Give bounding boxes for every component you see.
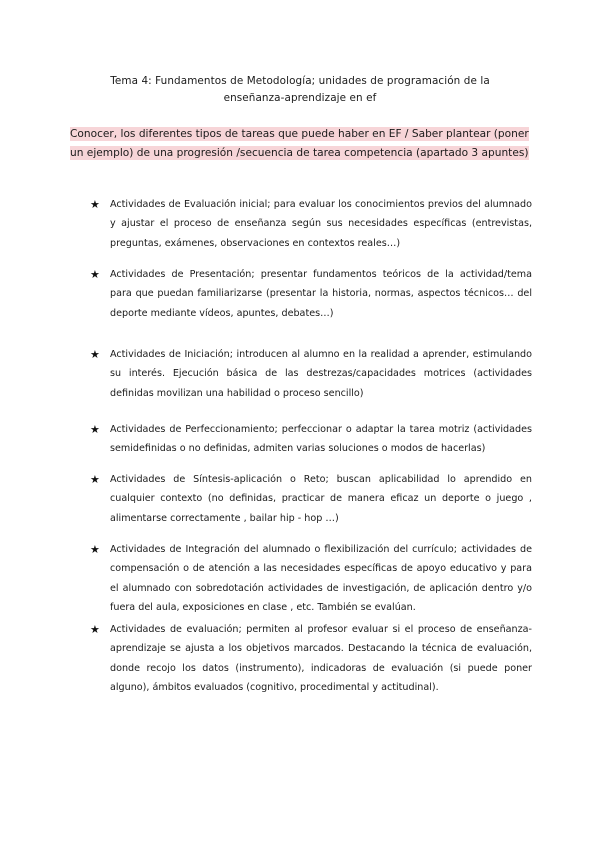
list-item-integracion: [90, 540, 532, 618]
star-bullet-icon: ★: [90, 198, 100, 211]
highlight-text: Conocer, los diferentes tipos de tareas que puede haber en EF / Saber plantear (poner un ejemplo) de una progresión /secuencia de tarea competencia (apartado 3 apuntes): [70, 128, 529, 159]
star-bullet-icon: ★: [90, 423, 100, 436]
list-item-evaluacion: [90, 620, 532, 698]
list-item-text: Actividades de Iniciación; introducen al alumno en la realidad a aprender, estimulando su interés. Ejecución básica de las destrezas/capacidades motrices (actividades definidas movilizan una habilidad o proceso sencillo): [110, 349, 532, 399]
list-item-text: Actividades de Perfeccionamiento; perfeccionar o adaptar la tarea motriz (actividades semidefinidas o no definidas, admiten varias soluciones o modos de hacerlas): [110, 424, 532, 455]
star-bullet-icon: ★: [90, 473, 100, 486]
list-item-text: Actividades de evaluación; permiten al profesor evaluar si el proceso de enseñanza-aprendizaje se ajusta a los objetivos marcados. Destacando la técnica de evaluación, donde recojo los datos (instrumento), indicadoras de evaluación (si puede poner alguno), ámbitos evaluados (cognitivo, procedimental y actitudinal).: [110, 624, 532, 694]
list-item-evaluacion-inicial: [90, 195, 532, 253]
highlighted-instruction: [70, 125, 532, 163]
page-title: [70, 73, 530, 107]
list-item-presentacion: [90, 265, 532, 323]
title-line-1: Tema 4: Fundamentos de Metodología; unidades de programación de la: [110, 75, 490, 87]
list-item-iniciacion: [90, 345, 532, 403]
list-item-sintesis-aplicacion: [90, 470, 532, 528]
star-bullet-icon: ★: [90, 623, 100, 636]
title-line-2: enseñanza-aprendizaje en ef: [223, 92, 377, 104]
list-item-text: Actividades de Presentación; presentar fundamentos teóricos de la actividad/tema para que puedan familiarizarse (presentar la historia, normas, aspectos técnicos… del deporte mediante vídeos, apuntes, debates…): [110, 269, 532, 319]
star-bullet-icon: ★: [90, 348, 100, 361]
list-item-text: Actividades de Evaluación inicial; para evaluar los conocimientos previos del alumnado y ajustar el proceso de enseñanza según sus necesidades específicas (entrevistas, preguntas, exámenes, observaciones en contextos reales…): [110, 199, 532, 249]
star-bullet-icon: ★: [90, 543, 100, 556]
list-item-text: Actividades de Síntesis-aplicación o Reto; buscan aplicabilidad lo aprendido en cualquier contexto (no definidas, practicar de manera eficaz un deporte o juego , alimentarse correctamente , bailar hip - hop …): [110, 474, 532, 524]
list-item-text: Actividades de Integración del alumnado o flexibilización del currículo; actividades de compensación o de atención a las necesidades específicas de apoyo educativo y para el alumnado con sobredotación actividades de investigación, de aplicación dentro y/o fuera del aula, exposiciones en clase , etc. También se evalúan.: [110, 544, 532, 614]
list-item-perfeccionamiento: [90, 420, 532, 459]
star-bullet-icon: ★: [90, 268, 100, 281]
